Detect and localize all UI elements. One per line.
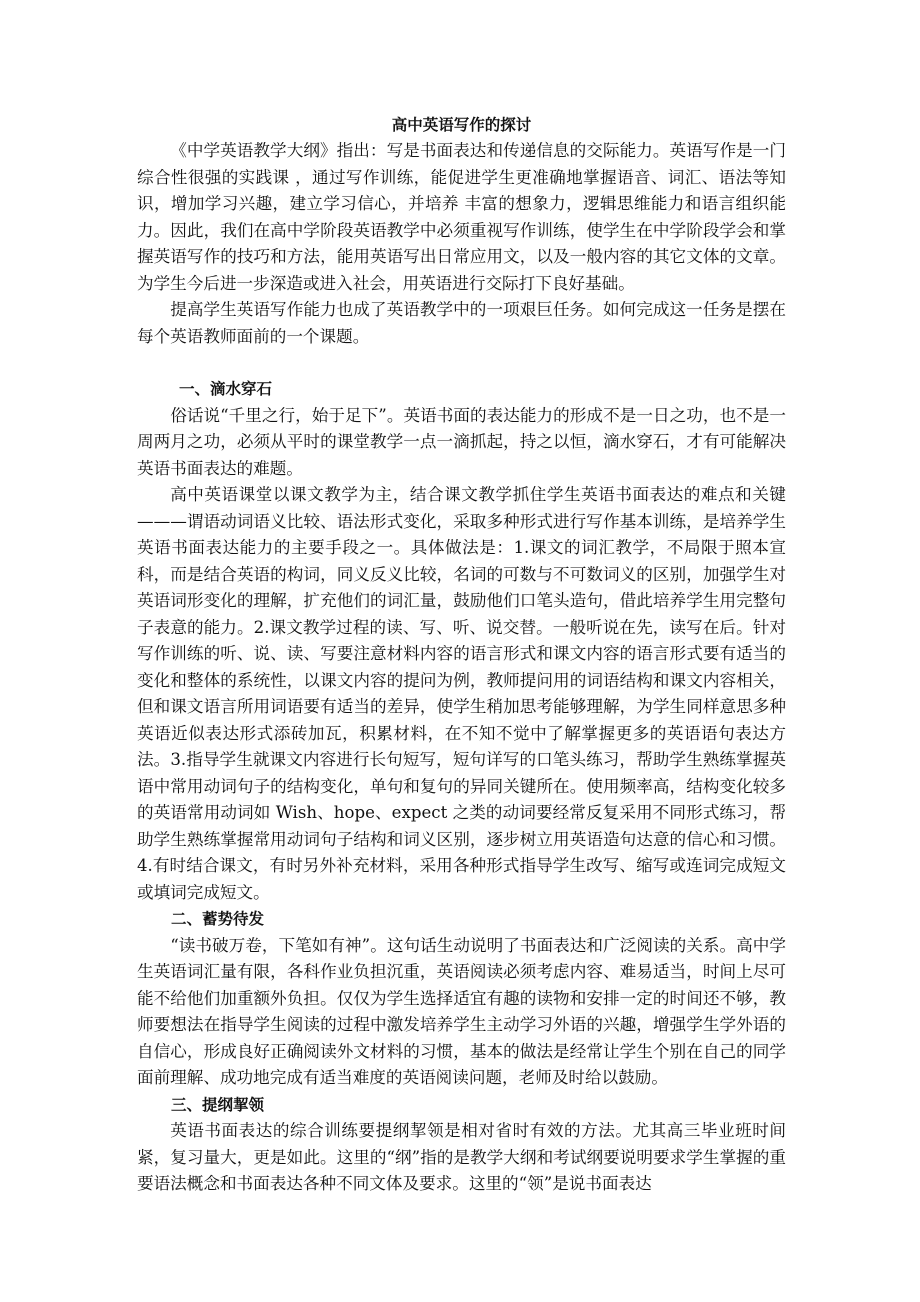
intro-paragraph-2: 提高学生英语写作能力也成了英语教学中的一项艰巨任务。如何完成这一任务是摆在每个英语教师面前的一个课题。 <box>137 300 786 346</box>
section-3-paragraph-1: 英语书面表达的综合训练要提纲挈领是相对省时有效的方法。尤其高三毕业班时间紧，复习量大，更是如此。这里的“纲”指的是教学大纲和考试纲要说明要求学生掌握的重要语法概念和书面表达各种不同文体及要求。这里的“领”是说书面表达 <box>137 1121 786 1193</box>
section-spacer <box>137 350 786 376</box>
document-title: 高中英语写作的探讨 <box>391 116 532 134</box>
section-heading-2: 二、蓄势待发 <box>171 910 265 928</box>
document-page <box>137 112 786 1198</box>
section-1-paragraph-2: 高中英语课堂以课文教学为主，结合课文教学抓住学生英语书面表达的难点和关键———谓语动词语义比较、语法形式变化，采取多种形式进行写作基本训练，是培养学生英语书面表达能力的主要手段之一。具体做法是：1.课文的词汇教学，不局限于照本宣科，而是结合英语的构词，同义反义比较，名词的可数与不可数词义的区别，加强学生对英语词形变化的理解，扩充他们的词汇量，鼓励他们口笔头造句，借此培养学生用完整句子表意的能力。2.课文教学过程的读、写、听、说交替。一般听说在先，读写在后。针对写作训练的听、说、读、写要注意材料内容的语言形式和课文内容的语言形式要有适当的变化和整体的系统性，以课文内容的提问为例，教师提问用的词语结构和课文内容相关，但和课文语言所用词语要有适当的差异，使学生稍加思考能够理解，为学生同样意思多种英语近似表达形式添砖加瓦，积累材料，在不知不觉中了解掌握更多的英语语句表达方法。3.指导学生就课文内容进行长句短写，短句详写的口笔头练习，帮助学生熟练掌握英语中常用动词句子的结构变化，单句和复句的异同关键所在。使用频率高，结构变化较多的英语常用动词如 Wish、hope、expect 之类的动词要经常反复采用不同形式练习，帮助学生熟练掌握常用动词句子结构和词义区别，逐步树立用英语造句达意的信心和习惯。4.有时结合课文，有时另外补充材料，采用各种形式指导学生改写、缩写或连词完成短文或填词完成短文。 <box>137 485 786 902</box>
section-heading-3: 三、提纲挈领 <box>171 1095 265 1114</box>
intro-paragraph-1: 《中学英语教学大纲》指出：写是书面表达和传递信息的交际能力。英语写作是一门综合性很强的实践课 ，通过写作训练，能促进学生更准确地掌握语音、词汇、语法等知识，增加学习兴趣，建立学习信心，并培养 丰富的想象力，逻辑思维能力和语言组织能力。因此，我们在高中学阶段英语教学中必须重视写作训练，使学生在中学阶段学会和掌握英语写作的技巧和方法，能用英语写出日常应用文，以及一般内容的其它文体的文章。 为学生今后进一步深造或进入社会，用英语进行交际打下良好基础。 <box>137 141 786 293</box>
section-heading-1: 一、滴水穿石 <box>179 380 273 398</box>
section-2-paragraph-1: “读书破万卷，下笔如有神”。这句话生动说明了书面表达和广泛阅读的关系。高中学生英语词汇量有限，各科作业负担沉重，英语阅读必须考虑内容、难易适当，时间上尽可能不给他们加重额外负担。仅仅为学生选择适宜有趣的读物和安排一定的时间还不够，教师要想法在指导学生阅读的过程中激发培养学生主动学习外语的兴趣，增强学生学外语的自信心，形成良好正确阅读外文材料的习惯，基本的做法是经常让学生个别在自己的同学面前理解、成功地完成有适当难度的英语阅读问题，老师及时给以鼓励。 <box>137 935 786 1087</box>
section-1-paragraph-1: 俗话说“千里之行，始于足下”。英语书面的表达能力的形成不是一日之功，也不是一周两月之功，必须从平时的课堂教学一点一滴抓起，持之以恒，滴水穿石，才有可能解决英语书面表达的难题。 <box>137 405 786 478</box>
